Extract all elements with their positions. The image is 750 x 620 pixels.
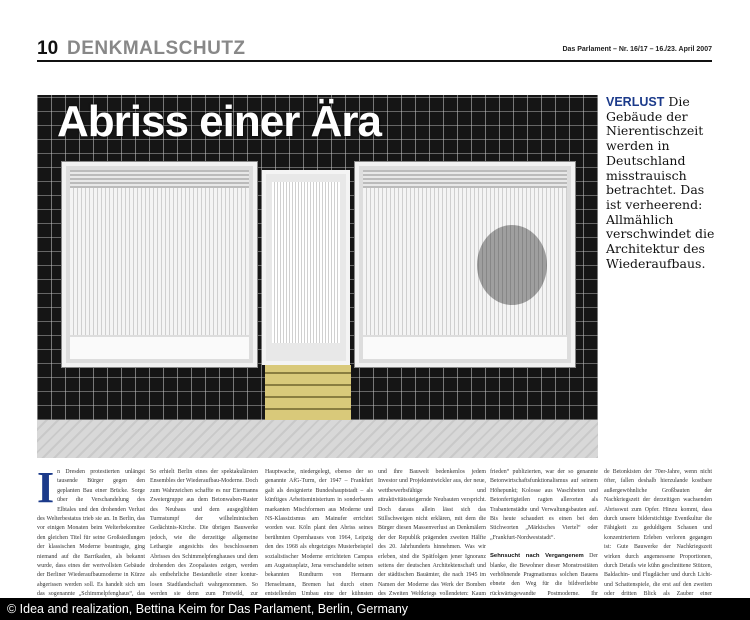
page-header (37, 38, 712, 62)
article-column-5 (490, 468, 598, 598)
headline: Abriss einer Ära (57, 97, 381, 146)
subheading-text: Der blanke, die Bewohner dieser Monstrositäten verhöhnende Pragmatismus solchen Bauens ebnete den Weg für die bildverliebte rückwärtsgewandte Postmoderne. Ihr (490, 553, 598, 597)
page-number: 10 (37, 38, 59, 59)
lamp-shadow (477, 225, 547, 305)
door (262, 170, 350, 365)
drop-cap: I (37, 468, 55, 512)
pavement (37, 420, 598, 458)
section-title: DENKMALSCHUTZ (67, 38, 246, 59)
article-column-4 (378, 468, 486, 598)
column-text: So erhielt Berlin eines der spektakulärsten Ensembles der Wiederaufbau-Moderne. Doch zum Wahrzeichen schaffte es nur Eiermanns Zweiergruppe aus dem Betonwaben-Raster des Neubaus und dem ausgeglühten Turmstumpf der wilhelminischen Gedächtnis-Kirche. Die übrigen Bauwerke jedoch, wie die derzeitige allgemeine Lethargie angesichts des beschlossenen Abrisses des Schimmelpfenghauses und dem drohenden des Zoopalastes zeigen, werden als entbehrliche Bestandteile einer kontur-losen Stadtlandschaft wahrgenommen. So werden sie denn zum Freiwild, zur (150, 469, 258, 598)
teaser-kicker: VERLUST (606, 95, 665, 109)
subheading: Sehnsucht nach Vergangenem (490, 553, 584, 560)
teaser-text: Die Gebäude der Nierentischzeit werden in Deutschland misstrauisch betrachtet. Das ist verheerend: Allmählich verschwindet die Architektur des Wiederaufbaus. (606, 94, 715, 271)
column-text: Hauptwache, niedergelegt, ebenso der so genannte AfG-Turm, der 1947 – Frankfurt galt als designierte Bundeshauptstadt – als künftiges Arbeitsministerium in sonderbaren markanten Mischformen aus Moderne und NS-Klassizismus am Mainufer errichtet worden war. Köln plant den Abriss seines berühmten Opernhauses von 1964, Leipzig den des 1968 als ehrgeiziges Musterbeispiel sozialistischer Moderne errichteten Campus am Augustusplatz, Jena verschandelte seinen bekannten Rundturm von Hermann Henselmann, Bremen hat durch einen entstellenden Umbau eine der kühnsten (265, 469, 373, 598)
article-column-2 (150, 468, 258, 598)
credit-bar: © Idea and realization, Bettina Keim for Das Parlament, Berlin, Germany (0, 598, 750, 620)
entrance-steps (265, 365, 351, 420)
column-text: de Betonkisten der 70er-Jahre, wenn nicht öfter, fallen deshalb hierzulande kostbare außergewöhnliche Großbauten der Nachkriegszeit der derzeitigen wachsenden Abrisswut zum Opfer. Hinzu kommt, dass durch unsere bilderstichtige Eventkultur die Fähigkeit zu geduldigem Schauen und konzentriertem Erleben verloren gegangen ist: Gute Bauwerke der Nachkriegszeit wirken durch angemessene Proportionen, durch Details wie kühn geschnittene Stützen, Baldachin- und Flugdächer und durch Licht- und Schattenspiele, die erst auf den zweiten oder dritten Blick als Zauber einer (604, 469, 712, 598)
issue-info: Das Parlament – Nr. 16/17 – 16./23. April 2007 (562, 46, 712, 53)
column-text: n Dresden protestierten unlängst tausende Bürger gegen den geplanten Bau einer Brücke. Sorge über die Verschandelung des Elbtales und den drohenden Verlust des Welterbestatus trieb sie an. In Berlin, das vor einigen Monaten beim Welterbekomitee den gleichen Titel für seine Großsiedlungen der klassischen Moderne beantragte, ging niemand auf die Barrikaden, als bekannt wurde, dass eines der wertvollsten Gebäude der Berliner Wiederaufbaumoderne in Kürze abgerissen werden soll. Es handelt sich um das sogenannte „Schimmelpfenghaus“, das (37, 469, 145, 598)
left-window (62, 162, 257, 367)
storefront-photo (37, 95, 598, 458)
column-text: und ihre Bauwelt bedenkenlos jedem Investor und Projektentwickler aus, der neue, wettbewerbsfähige und attraktivitätssteigernde Neubauten verspricht. Doch daraus allein lässt sich das Stillschweigen nicht erklären, mit dem die Bürger diesen Massenverlust an Denkmälern der der Republik prägenden zweiten Hälfte des 20. Jahrhunderts hinnehmen. Was wir erleben, sind die Spätfolgen jener Ignoranz seitens der deutschen Architektenschaft und der städtischen Bauämter, die nach 1945 im Namen der Moderne das Werk der Bomben des Zweiten Weltkriegs vollendeten: Kaum (378, 469, 486, 598)
teaser (606, 95, 716, 271)
column-text: frieden“ publizierten, war der so genannte Betonwirtschaftsfunktionalismus auf seinem Höhepunkt; Kolosse aus Waschbeton und Betonfertigteilen ragten allerorten als Trabantenstädte und Verwaltungsbauten auf. Bis heute schaudert es einen bei den Stichworten „Märkisches Viertel“ oder „Frankfurt-Nordweststadt“. (490, 469, 598, 541)
article-column-1 (37, 468, 145, 598)
article-column-3 (265, 468, 373, 598)
article-column-6 (604, 468, 712, 598)
